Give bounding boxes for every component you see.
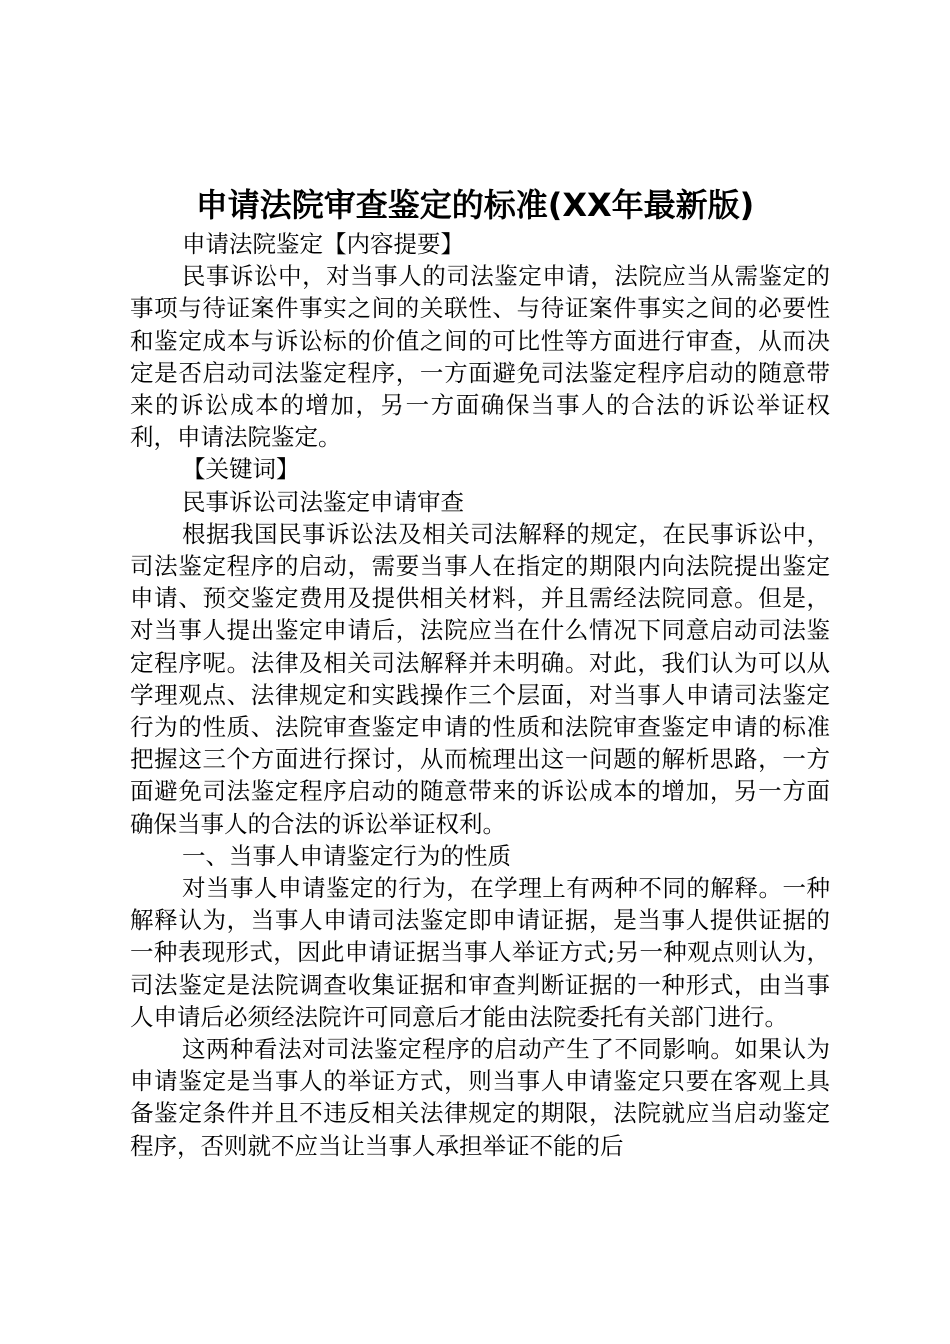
- document-title: 申请法院审查鉴定的标准(XX年最新版): [195, 186, 755, 224]
- section-heading-1: 一、当事人申请鉴定行为的性质: [182, 841, 511, 870]
- body-paragraph-3: 这两种看法对司法鉴定程序的启动产生了不同影响。如果认为申请鉴定是当事人的举证方式，则当事人申请鉴定只要在客观上具备鉴定条件并且不违反相关法律规定的期限，法院就应当启动鉴定程序，否则就不应当让当事人承担举证不能的后: [130, 1035, 830, 1160]
- abstract-paragraph: 民事诉讼中，对当事人的司法鉴定申请，法院应当从需鉴定的事项与待证案件事实之间的关联性、与待证案件事实之间的必要性和鉴定成本与诉讼标的价值之间的可比性等方面进行审查，从而决定是否启动司法鉴定程序，一方面避免司法鉴定程序启动的随意带来的诉讼成本的增加，另一方面确保当事人的合法的诉讼举证权利，申请法院鉴定。: [130, 262, 830, 452]
- body-paragraph-1: 根据我国民事诉讼法及相关司法解释的规定，在民事诉讼中，司法鉴定程序的启动，需要当事人在指定的期限内向法院提出鉴定申请、预交鉴定费用及提供相关材料，并且需经法院同意。但是，对当事人提出鉴定申请后，法院应当在什么情况下同意启动司法鉴定程序呢。法律及相关司法解释并未明确。对此，我们认为可以从学理观点、法律规定和实践操作三个层面，对当事人申请司法鉴定行为的性质、法院审查鉴定申请的性质和法院审查鉴定申请的标准把握这三个方面进行探讨，从而梳理出这一问题的解析思路，一方面避免司法鉴定程序启动的随意带来的诉讼成本的增加，另一方面确保当事人的合法的诉讼举证权利。: [130, 519, 830, 838]
- keywords-text: 民事诉讼司法鉴定申请审查: [182, 487, 464, 516]
- document-body: [130, 228, 830, 1162]
- body-paragraph-2: 对当事人申请鉴定的行为，在学理上有两种不同的解释。一种解释认为，当事人申请司法鉴定即申请证据，是当事人提供证据的一种表现形式，因此申请证据当事人举证方式;另一种观点则认为，司法鉴定是法院调查收集证据和审查判断证据的一种形式，由当事人申请后必须经法院许可同意后才能由法院委托有关部门进行。: [130, 874, 830, 1031]
- abstract-heading: 申请法院鉴定【内容提要】: [182, 230, 464, 258]
- keywords-heading: 【关键词】: [182, 455, 300, 484]
